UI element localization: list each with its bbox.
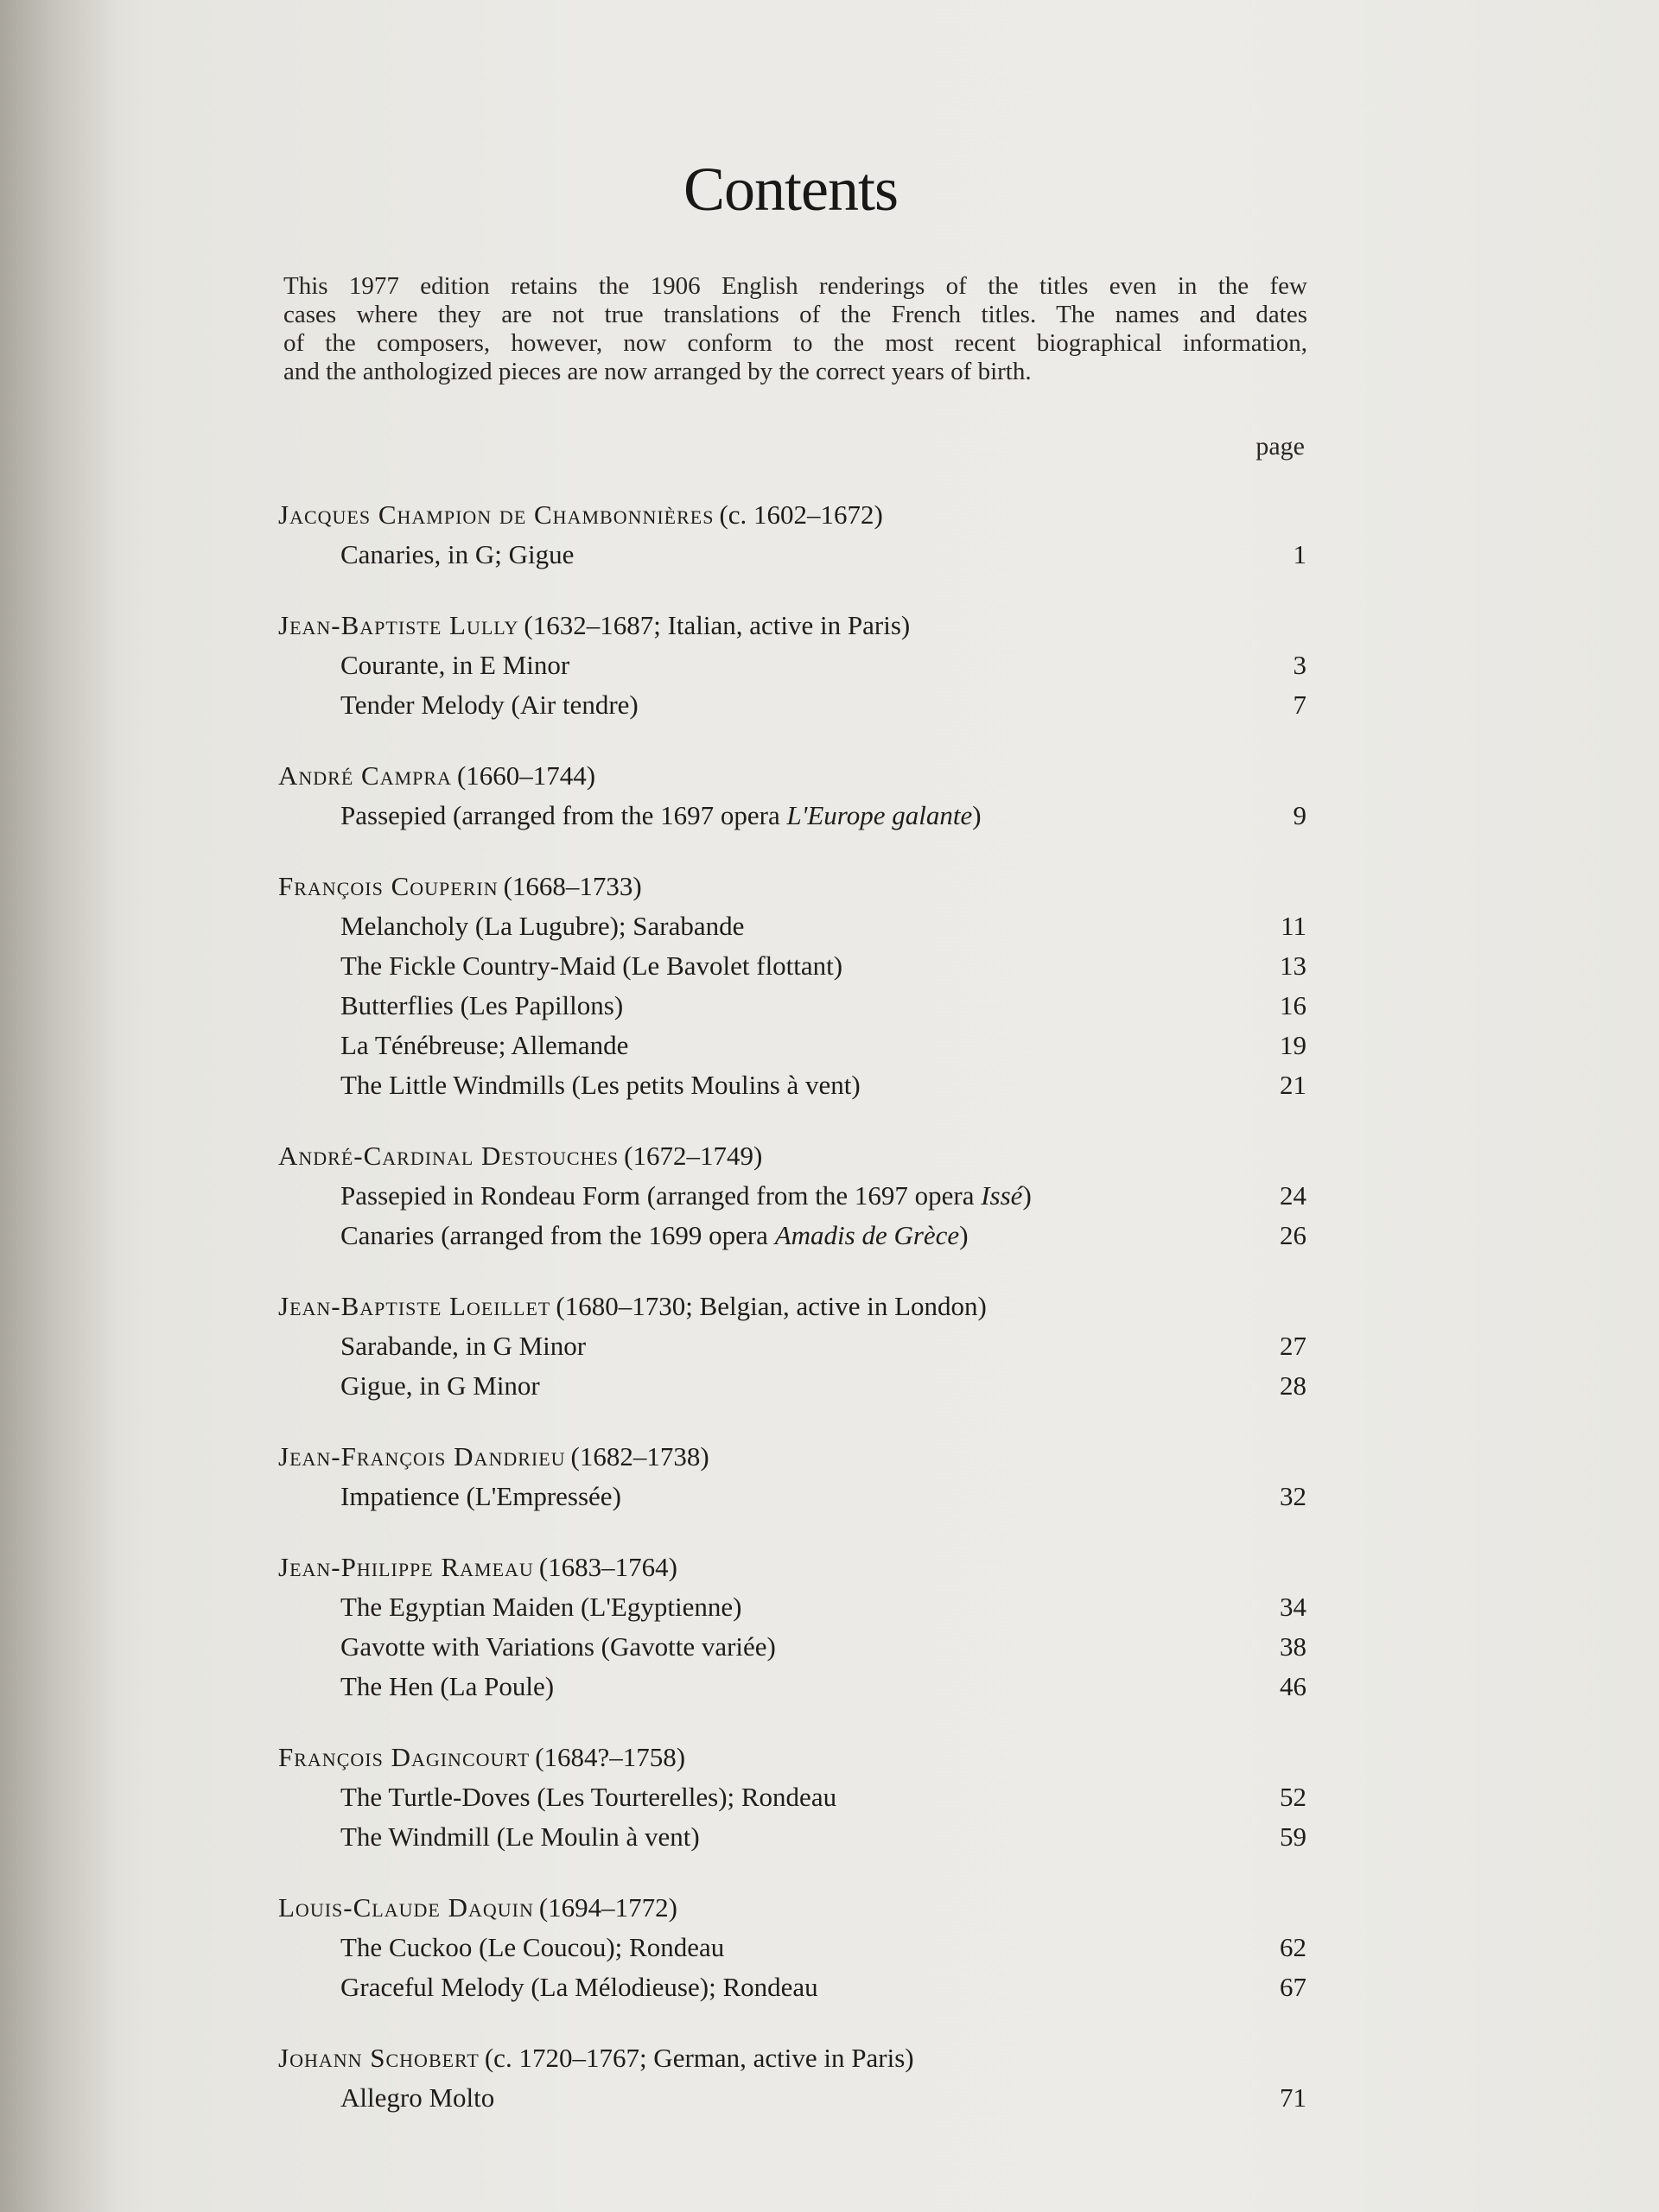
piece-title xyxy=(340,1026,628,1065)
piece-title xyxy=(340,906,744,946)
page-number: 27 xyxy=(1280,1331,1306,1361)
piece-title xyxy=(340,1477,621,1516)
piece-title xyxy=(340,645,569,685)
piece-row xyxy=(278,2078,1306,2118)
piece-title xyxy=(340,1587,741,1627)
page-number: 26 xyxy=(1280,1220,1306,1250)
page-number: 21 xyxy=(1280,1070,1306,1100)
intro-line: cases where they are not true translations of the French titles. The names and dates xyxy=(283,301,1307,328)
opera-title: L'Europe galante xyxy=(786,800,973,830)
piece-title xyxy=(340,1667,554,1707)
composer-heading xyxy=(278,867,1306,906)
page-number: 7 xyxy=(1293,690,1306,720)
page-number: 28 xyxy=(1280,1370,1306,1401)
piece-title-text: Impatience (L'Empressée) xyxy=(340,1481,621,1511)
piece-row xyxy=(278,645,1306,685)
page-number: 34 xyxy=(1280,1592,1306,1622)
piece-title-text: La Ténébreuse; Allemande xyxy=(340,1030,629,1060)
piece-row xyxy=(278,1587,1306,1627)
piece-title xyxy=(340,1928,724,1967)
page-title: Contents xyxy=(683,155,898,224)
page-number: 52 xyxy=(1280,1782,1306,1812)
piece-row xyxy=(278,1967,1306,2007)
composer-dates: (1684?–1758) xyxy=(535,1742,686,1772)
piece-row xyxy=(278,1026,1306,1065)
piece-title-text: The Hen (La Poule) xyxy=(340,1671,555,1701)
piece-title xyxy=(340,1176,1032,1216)
composer-name: Jean-Philippe Rameau xyxy=(278,1552,534,1582)
piece-title xyxy=(340,796,982,836)
composer-entry xyxy=(278,1287,1306,1406)
piece-title-suffix: ) xyxy=(972,800,982,830)
piece-title xyxy=(340,1967,818,2007)
composer-entry xyxy=(278,756,1306,836)
piece-title-text: Melancholy (La Lugubre); Sarabande xyxy=(340,911,745,941)
piece-row xyxy=(278,1817,1306,1857)
piece-title-text: Canaries (arranged from the 1699 opera xyxy=(340,1220,775,1250)
piece-title-text: Tender Melody (Air tendre) xyxy=(340,690,639,720)
page-number: 59 xyxy=(1280,1821,1306,1852)
composer-dates: (c. 1602–1672) xyxy=(719,499,883,530)
piece-row xyxy=(278,796,1306,836)
intro-paragraph xyxy=(283,272,1307,386)
piece-row xyxy=(278,1216,1306,1255)
page-number: 67 xyxy=(1280,1972,1306,2002)
composer-entry xyxy=(278,1136,1306,1255)
piece-row xyxy=(278,1667,1306,1707)
binding-shadow xyxy=(0,0,121,2212)
composer-dates: (1672–1749) xyxy=(624,1141,763,1171)
composer-heading xyxy=(278,1888,1306,1928)
composer-heading xyxy=(278,495,1306,535)
piece-title-text: The Little Windmills (Les petits Moulins à vent) xyxy=(340,1070,861,1100)
page-number: 3 xyxy=(1293,650,1306,680)
piece-row xyxy=(278,1627,1306,1667)
composer-heading xyxy=(278,1548,1306,1587)
piece-title-text: Allegro Molto xyxy=(340,2082,495,2113)
page-number: 38 xyxy=(1280,1631,1306,1662)
composer-heading xyxy=(278,1287,1306,1326)
composer-heading xyxy=(278,2038,1306,2078)
piece-title xyxy=(340,946,842,986)
piece-row xyxy=(278,1477,1306,1516)
piece-row xyxy=(278,535,1306,575)
piece-title xyxy=(340,2078,494,2118)
page-number: 46 xyxy=(1280,1671,1306,1701)
page-column-label: page xyxy=(1255,432,1305,461)
piece-title-text: The Windmill (Le Moulin à vent) xyxy=(340,1821,700,1852)
intro-line: and the anthologized pieces are now arranged by the correct years of birth. xyxy=(283,358,1032,385)
page-number: 1 xyxy=(1293,539,1306,569)
piece-title xyxy=(340,1817,700,1857)
piece-title xyxy=(340,1065,861,1105)
page-number: 9 xyxy=(1293,800,1306,830)
piece-row xyxy=(278,946,1306,986)
composer-dates: (1660–1744) xyxy=(456,760,596,791)
composer-heading xyxy=(278,1136,1306,1176)
composer-name: François Dagincourt xyxy=(278,1742,531,1772)
piece-row xyxy=(278,1176,1306,1216)
piece-title xyxy=(340,1216,969,1255)
composer-dates: (1683–1764) xyxy=(538,1552,677,1582)
opera-title: Amadis de Grèce xyxy=(774,1220,960,1250)
piece-title-text: Sarabande, in G Minor xyxy=(340,1331,587,1361)
composer-name: Jean-Baptiste Lully xyxy=(278,610,519,640)
composer-entry xyxy=(278,495,1306,575)
piece-title-text: The Cuckoo (Le Coucou); Rondeau xyxy=(340,1932,725,1962)
page-number: 13 xyxy=(1280,950,1306,981)
composer-name: François Couperin xyxy=(278,871,499,901)
page-number: 62 xyxy=(1280,1932,1306,1962)
composer-entry xyxy=(278,1738,1306,1857)
piece-row xyxy=(278,1928,1306,1967)
piece-row xyxy=(278,1366,1306,1406)
piece-title-text: The Turtle-Doves (Les Tourterelles); Rondeau xyxy=(340,1782,837,1812)
page-number: 71 xyxy=(1280,2082,1306,2113)
page-number: 16 xyxy=(1280,990,1306,1020)
piece-title-text: Canaries, in G; Gigue xyxy=(340,539,575,569)
composer-name: Jean-François Dandrieu xyxy=(278,1441,566,1471)
piece-title xyxy=(340,1366,540,1406)
composer-dates: (1668–1733) xyxy=(503,871,642,901)
piece-title xyxy=(340,1326,586,1366)
composer-dates: (1632–1687; Italian, active in Paris) xyxy=(524,610,911,640)
composer-heading xyxy=(278,1437,1306,1477)
page-number: 19 xyxy=(1280,1030,1306,1060)
piece-row xyxy=(278,685,1306,725)
piece-title-text: Butterflies (Les Papillons) xyxy=(340,990,624,1020)
piece-title-text: Gavotte with Variations (Gavotte variée) xyxy=(340,1631,776,1662)
composer-dates: (1694–1772) xyxy=(538,1892,677,1923)
composer-name: Jacques Champion de Chambonnières xyxy=(278,499,715,530)
piece-row xyxy=(278,1777,1306,1817)
piece-title xyxy=(340,1777,836,1817)
composer-entry xyxy=(278,1548,1306,1707)
piece-title xyxy=(340,685,639,725)
composer-dates: (1680–1730; Belgian, active in London) xyxy=(556,1291,987,1321)
intro-line: of the composers, however, now conform to the most recent biographical information, xyxy=(283,329,1307,357)
piece-row xyxy=(278,986,1306,1026)
composer-entry xyxy=(278,606,1306,725)
page-number: 24 xyxy=(1280,1180,1306,1211)
composer-name: André-Cardinal Destouches xyxy=(278,1141,620,1171)
opera-title: Issé xyxy=(981,1180,1023,1211)
composer-name: André Campra xyxy=(278,760,452,791)
piece-title-text: The Egyptian Maiden (L'Egyptienne) xyxy=(340,1592,742,1622)
piece-row xyxy=(278,1326,1306,1366)
piece-title xyxy=(340,535,574,575)
piece-title-text: Gigue, in G Minor xyxy=(340,1370,540,1401)
piece-title-suffix: ) xyxy=(1022,1180,1032,1211)
composer-entry xyxy=(278,867,1306,1105)
piece-title xyxy=(340,1627,776,1667)
piece-title-text: The Fickle Country-Maid (Le Bavolet flottant) xyxy=(340,950,843,981)
piece-row xyxy=(278,1065,1306,1105)
composer-entry xyxy=(278,2038,1306,2118)
composer-entry xyxy=(278,1437,1306,1516)
intro-line: This 1977 edition retains the 1906 English renderings of the titles even in the few xyxy=(283,272,1307,300)
composer-name: Jean-Baptiste Loeillet xyxy=(278,1291,551,1321)
piece-title-text: Passepied (arranged from the 1697 opera xyxy=(340,800,787,830)
composer-name: Louis-Claude Daquin xyxy=(278,1892,534,1923)
composer-name: Johann Schobert xyxy=(278,2043,480,2073)
composer-entry xyxy=(278,1888,1306,2007)
piece-title xyxy=(340,986,623,1026)
piece-title-text: Passepied in Rondeau Form (arranged from the 1697 opera xyxy=(340,1180,982,1211)
page-number: 32 xyxy=(1280,1481,1306,1511)
piece-title-text: Graceful Melody (La Mélodieuse); Rondeau xyxy=(340,1972,818,2002)
composer-dates: (1682–1738) xyxy=(570,1441,709,1471)
piece-row xyxy=(278,906,1306,946)
page-number: 11 xyxy=(1281,911,1306,941)
composer-dates: (c. 1720–1767; German, active in Paris) xyxy=(484,2043,914,2073)
piece-title-text: Courante, in E Minor xyxy=(340,650,570,680)
composer-heading xyxy=(278,606,1306,645)
piece-title-suffix: ) xyxy=(959,1220,969,1250)
composer-heading xyxy=(278,756,1306,796)
table-of-contents xyxy=(278,495,1306,2149)
composer-heading xyxy=(278,1738,1306,1777)
